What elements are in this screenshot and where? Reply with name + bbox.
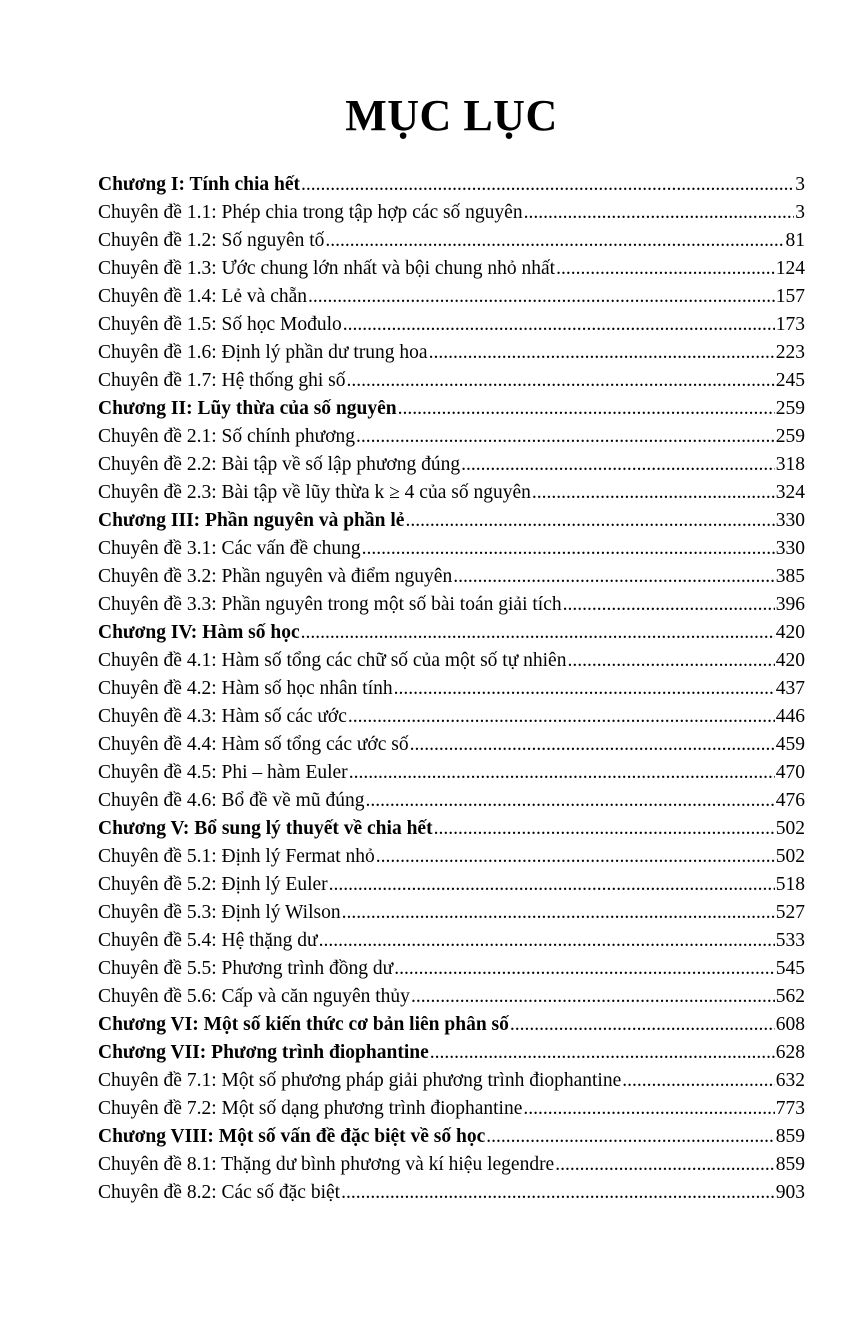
toc-page-number: 124 <box>775 258 805 279</box>
toc-section-entry[interactable] <box>98 423 805 451</box>
toc-entry-label: Chuyên đề 1.7: Hệ thống ghi số <box>98 370 346 391</box>
toc-section-entry[interactable] <box>98 731 805 759</box>
toc-entry-label: Chương V: Bổ sung lý thuyết về chia hết <box>98 818 433 839</box>
toc-page-number: 632 <box>775 1070 805 1091</box>
toc-dot-leader <box>365 787 774 815</box>
toc-dot-leader <box>341 1179 775 1207</box>
toc-dot-leader <box>394 675 775 703</box>
toc-entry-label: Chuyên đề 1.3: Ước chung lớn nhất và bội chung nhỏ nhất <box>98 258 556 279</box>
toc-dot-leader <box>434 815 775 843</box>
toc-dot-leader <box>461 451 775 479</box>
toc-page-number: 396 <box>775 594 805 615</box>
toc-entry-label: Chương VIII: Một số vấn đề đặc biệt về số học <box>98 1126 486 1147</box>
toc-dot-leader <box>329 871 775 899</box>
toc-page-number: 859 <box>775 1154 805 1175</box>
toc-entry-label: Chuyên đề 5.5: Phương trình đồng dư <box>98 958 394 979</box>
toc-dot-leader <box>362 535 775 563</box>
toc-entry-label: Chuyên đề 5.1: Định lý Fermat nhỏ <box>98 846 375 867</box>
toc-section-entry[interactable] <box>98 283 805 311</box>
toc-section-entry[interactable] <box>98 451 805 479</box>
table-of-contents <box>98 171 805 1207</box>
toc-dot-leader <box>308 283 775 311</box>
toc-entry-label: Chuyên đề 2.3: Bài tập về lũy thừa k ≥ 4 của số nguyên <box>98 482 531 503</box>
toc-entry-label: Chuyên đề 5.3: Định lý Wilson <box>98 902 341 923</box>
toc-page-number: 318 <box>775 454 805 475</box>
toc-entry-label: Chuyên đề 4.2: Hàm số học nhân tính <box>98 678 393 699</box>
toc-section-entry[interactable] <box>98 1095 805 1123</box>
toc-entry-label: Chương IV: Hàm số học <box>98 622 300 643</box>
toc-section-entry[interactable] <box>98 787 805 815</box>
toc-dot-leader <box>301 171 794 199</box>
toc-dot-leader <box>394 955 775 983</box>
toc-dot-leader <box>411 983 775 1011</box>
toc-entry-label: Chuyên đề 5.6: Cấp và căn nguyên thủy <box>98 986 410 1007</box>
page-title: MỤC LỤC <box>345 91 558 140</box>
toc-dot-leader <box>523 1095 774 1123</box>
toc-page-number: 502 <box>775 818 805 839</box>
toc-chapter-entry[interactable] <box>98 1123 805 1151</box>
toc-dot-leader <box>453 563 775 591</box>
toc-chapter-entry[interactable] <box>98 815 805 843</box>
toc-page-number: 330 <box>775 510 805 531</box>
toc-section-entry[interactable] <box>98 199 805 227</box>
toc-entry-label: Chuyên đề 4.5: Phi – hàm Euler <box>98 762 348 783</box>
toc-entry-label: Chuyên đề 1.1: Phép chia trong tập hợp các số nguyên <box>98 202 523 223</box>
toc-page-number: 859 <box>775 1126 805 1147</box>
toc-section-entry[interactable] <box>98 367 805 395</box>
toc-entry-label: Chuyên đề 1.2: Số nguyên tố <box>98 230 325 251</box>
toc-dot-leader <box>325 227 784 255</box>
toc-entry-label: Chuyên đề 8.2: Các số đặc biệt <box>98 1182 341 1203</box>
toc-chapter-entry[interactable] <box>98 171 805 199</box>
toc-page-number: 385 <box>775 566 805 587</box>
toc-section-entry[interactable] <box>98 535 805 563</box>
toc-page-number: 81 <box>785 230 805 251</box>
toc-section-entry[interactable] <box>98 675 805 703</box>
toc-section-entry[interactable] <box>98 843 805 871</box>
toc-page-number: 3 <box>795 202 805 223</box>
toc-entry-label: Chuyên đề 5.2: Định lý Euler <box>98 874 328 895</box>
toc-page-number: 259 <box>775 426 805 447</box>
toc-entry-label: Chuyên đề 7.1: Một số phương pháp giải phương trình điophantine <box>98 1070 622 1091</box>
toc-page-number: 502 <box>775 846 805 867</box>
toc-section-entry[interactable] <box>98 899 805 927</box>
toc-dot-leader <box>319 927 775 955</box>
toc-dot-leader <box>376 843 775 871</box>
toc-entry-label: Chương II: Lũy thừa của số nguyên <box>98 398 397 419</box>
toc-section-entry[interactable] <box>98 703 805 731</box>
toc-dot-leader <box>343 311 775 339</box>
toc-page-number: 324 <box>775 482 805 503</box>
toc-chapter-entry[interactable] <box>98 1011 805 1039</box>
toc-page-number: 545 <box>775 958 805 979</box>
toc-entry-label: Chương I: Tính chia hết <box>98 174 301 195</box>
toc-section-entry[interactable] <box>98 647 805 675</box>
toc-dot-leader <box>622 1067 774 1095</box>
toc-dot-leader <box>356 423 775 451</box>
toc-section-entry[interactable] <box>98 311 805 339</box>
toc-section-entry[interactable] <box>98 1151 805 1179</box>
toc-entry-label: Chuyên đề 8.1: Thặng dư bình phương và kí hiệu legendre <box>98 1154 555 1175</box>
toc-entry-label: Chuyên đề 7.2: Một số dạng phương trình điophantine <box>98 1098 523 1119</box>
toc-entry-label: Chuyên đề 1.6: Định lý phần dư trung hoa <box>98 342 428 363</box>
toc-entry-label: Chuyên đề 4.6: Bổ đề về mũ đúng <box>98 790 365 811</box>
toc-section-entry[interactable] <box>98 479 805 507</box>
toc-dot-leader <box>510 1011 775 1039</box>
toc-page-number: 903 <box>775 1182 805 1203</box>
toc-chapter-entry[interactable] <box>98 507 805 535</box>
toc-page-number: 476 <box>775 790 805 811</box>
toc-page-number: 3 <box>795 174 805 195</box>
toc-entry-label: Chuyên đề 3.1: Các vấn đề chung <box>98 538 361 559</box>
toc-page-number: 608 <box>775 1014 805 1035</box>
toc-dot-leader <box>347 367 775 395</box>
toc-dot-leader <box>405 507 774 535</box>
toc-section-entry[interactable] <box>98 1067 805 1095</box>
toc-page-number: 773 <box>775 1098 805 1119</box>
toc-dot-leader <box>348 703 775 731</box>
toc-dot-leader <box>486 1123 775 1151</box>
toc-dot-leader <box>429 339 775 367</box>
toc-dot-leader <box>563 591 775 619</box>
toc-section-entry[interactable] <box>98 1179 805 1207</box>
toc-entry-label: Chuyên đề 2.1: Số chính phương <box>98 426 356 447</box>
toc-entry-label: Chương VII: Phương trình điophantine <box>98 1042 429 1063</box>
toc-entry-label: Chuyên đề 3.2: Phần nguyên và điểm nguyên <box>98 566 453 587</box>
toc-chapter-entry[interactable] <box>98 395 805 423</box>
toc-entry-label: Chuyên đề 2.2: Bài tập về số lập phương đúng <box>98 454 461 475</box>
toc-page-number: 459 <box>775 734 805 755</box>
toc-page-number: 437 <box>775 678 805 699</box>
toc-dot-leader <box>342 899 775 927</box>
toc-dot-leader <box>555 1151 775 1179</box>
toc-dot-leader <box>410 731 775 759</box>
toc-page-number: 446 <box>775 706 805 727</box>
toc-page-number: 223 <box>775 342 805 363</box>
toc-page-number: 527 <box>775 902 805 923</box>
toc-dot-leader <box>532 479 775 507</box>
toc-page-number: 562 <box>775 986 805 1007</box>
toc-section-entry[interactable] <box>98 759 805 787</box>
toc-chapter-entry[interactable] <box>98 1039 805 1067</box>
toc-dot-leader <box>556 255 775 283</box>
toc-section-entry[interactable] <box>98 255 805 283</box>
toc-entry-label: Chuyên đề 3.3: Phần nguyên trong một số bài toán giải tích <box>98 594 562 615</box>
toc-dot-leader <box>430 1039 775 1067</box>
toc-page-number: 245 <box>775 370 805 391</box>
toc-section-entry[interactable] <box>98 339 805 367</box>
toc-section-entry[interactable] <box>98 955 805 983</box>
toc-page-number: 420 <box>775 650 805 671</box>
toc-section-entry[interactable] <box>98 591 805 619</box>
toc-page-number: 628 <box>775 1042 805 1063</box>
toc-page-number: 470 <box>775 762 805 783</box>
toc-section-entry[interactable] <box>98 871 805 899</box>
toc-dot-leader <box>349 759 775 787</box>
toc-page-number: 157 <box>775 286 805 307</box>
toc-entry-label: Chương III: Phần nguyên và phần lẻ <box>98 510 405 531</box>
toc-dot-leader <box>567 647 774 675</box>
toc-section-entry[interactable] <box>98 563 805 591</box>
toc-section-entry[interactable] <box>98 227 805 255</box>
toc-page-number: 533 <box>775 930 805 951</box>
toc-entry-label: Chuyên đề 1.4: Lẻ và chẵn <box>98 286 308 307</box>
toc-entry-label: Chuyên đề 5.4: Hệ thặng dư <box>98 930 318 951</box>
toc-entry-label: Chuyên đề 4.3: Hàm số các ước <box>98 706 347 727</box>
toc-section-entry[interactable] <box>98 927 805 955</box>
toc-dot-leader <box>524 199 795 227</box>
toc-entry-label: Chuyên đề 4.4: Hàm số tổng các ước số <box>98 734 409 755</box>
toc-page-number: 420 <box>775 622 805 643</box>
toc-page-number: 518 <box>775 874 805 895</box>
toc-section-entry[interactable] <box>98 983 805 1011</box>
toc-chapter-entry[interactable] <box>98 619 805 647</box>
toc-dot-leader <box>398 395 775 423</box>
toc-page-number: 330 <box>775 538 805 559</box>
toc-page-number: 259 <box>775 398 805 419</box>
toc-entry-label: Chuyên đề 4.1: Hàm số tổng các chữ số của một số tự nhiên <box>98 650 567 671</box>
toc-dot-leader <box>301 619 775 647</box>
toc-page-number: 173 <box>775 314 805 335</box>
toc-entry-label: Chuyên đề 1.5: Số học Mođulo <box>98 314 342 335</box>
toc-entry-label: Chương VI: Một số kiến thức cơ bản liên phân số <box>98 1014 509 1035</box>
